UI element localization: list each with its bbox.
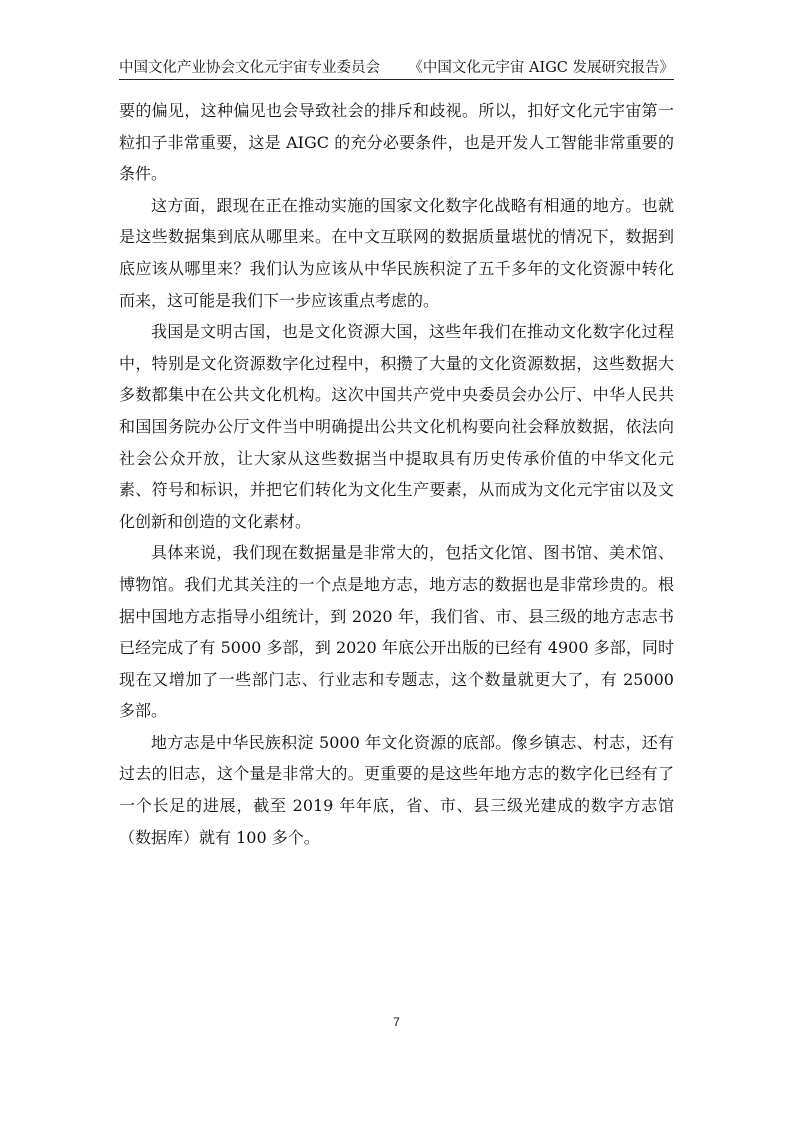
header-report-title: 《中国文化元宇宙 AIGC 发展研究报告》 xyxy=(408,60,674,76)
header-organization: 中国文化产业协会文化元宇宙专业委员会 xyxy=(119,60,380,76)
page-number: 7 xyxy=(393,1015,400,1029)
paragraph-5: 地方志是中华民族积淀 5000 年文化资源的底部。像乡镇志、村志，还有过去的旧志，这个量是非常大的。更重要的是这些年地方志的数字化已经有了一个长足的进展，截至 2019 年年底，省、市、县三级光建成的数字方志馆（数据库）就有 100 多个。 xyxy=(119,732,674,847)
paragraph-4: 具体来说，我们现在数据量是非常大的，包括文化馆、图书馆、美术馆、博物馆。我们尤其关注的一个点是地方志，地方志的数据也是非常珍贵的。根据中国地方志指导小组统计，到 2020 年，我们省、市、县三级的地方志志书已经完成了有 5000 多部，到 2020 年底公开出版的已经有 4900 多部，同时现在又增加了一些部门志、行业志和专题志，这个数量就更大了，有 25000 多部。 xyxy=(119,543,674,721)
page-header xyxy=(119,58,674,80)
paragraph-3: 我国是文明古国，也是文化资源大国，这些年我们在推动文化数字化过程中，特别是文化资源数字化过程中，积攒了大量的文化资源数据，这些数据大多数都集中在公共文化机构。这次中国共产党中央委员会办公厅、中华人民共和国国务院办公厅文件当中明确提出公共文化机构要向社会释放数据，依法向社会公众开放，让大家从这些数据当中提取具有历史传承价值的中华文化元素、符号和标识，并把它们转化为文化生产要素，从而成为文化元宇宙以及文化创新和创造的文化素材。 xyxy=(119,322,674,531)
body-text xyxy=(119,95,674,853)
paragraph-2: 这方面，跟现在正在推动实施的国家文化数字化战略有相通的地方。也就是这些数据集到底从哪里来。在中文互联网的数据质量堪忧的情况下，数据到底应该从哪里来？我们认为应该从中华民族积淀了五千多年的文化资源中转化而来，这可能是我们下一步应该重点考虑的。 xyxy=(119,195,674,310)
paragraph-1: 要的偏见，这种偏见也会导致社会的排斥和歧视。所以，扣好文化元宇宙第一粒扣子非常重要，这是 AIGC 的充分必要条件，也是开发人工智能非常重要的条件。 xyxy=(119,101,674,184)
header-rule xyxy=(119,79,674,80)
